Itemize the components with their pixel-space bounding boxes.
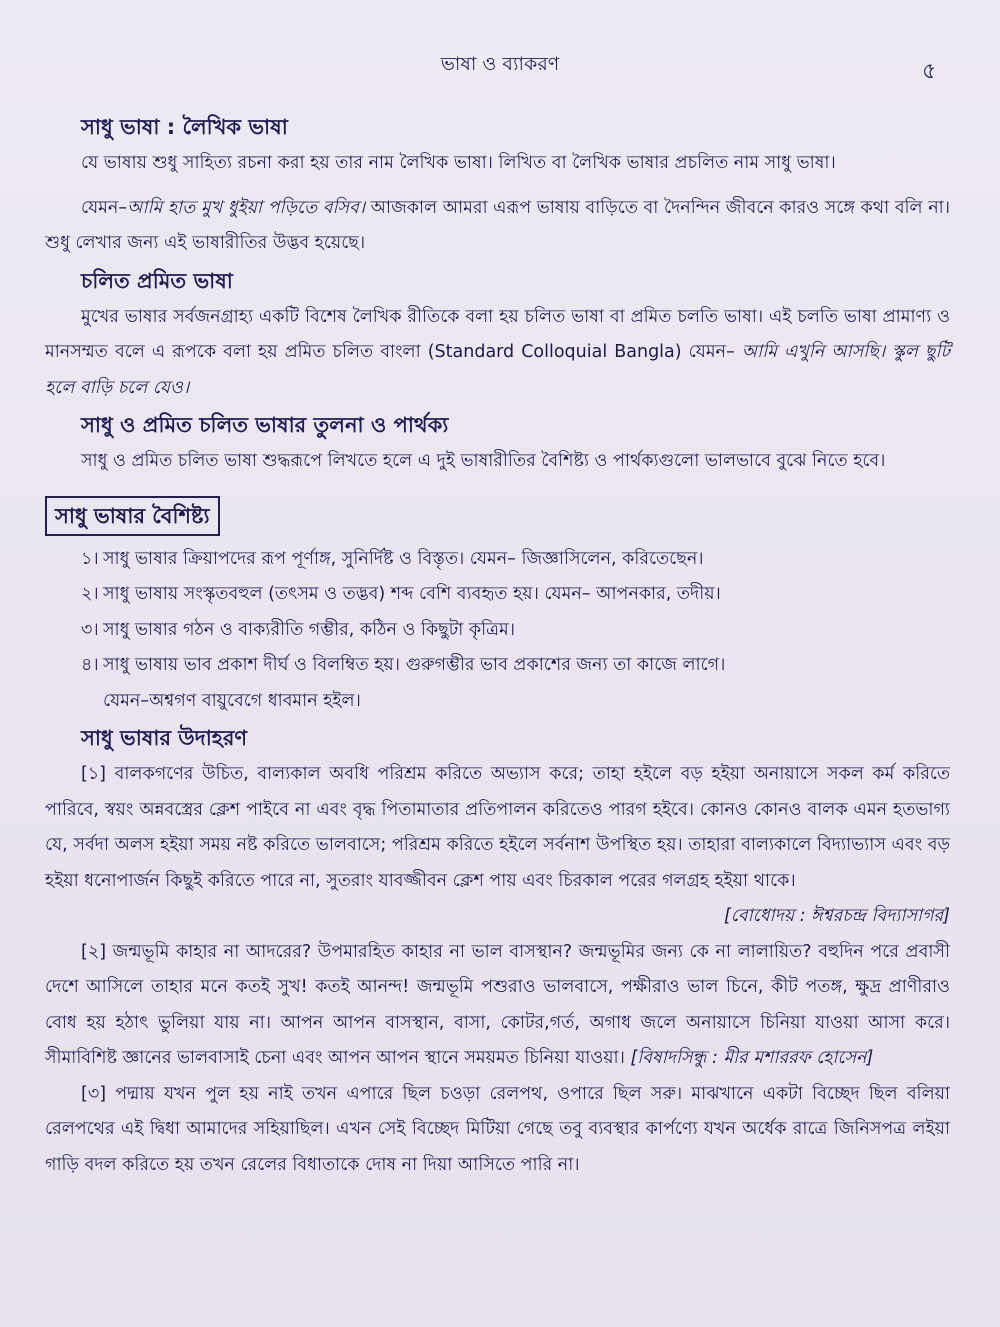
item-4-continuation: যেমন–অশ্বগণ বায়ুবেগে ধাবমান হইল।	[103, 690, 361, 711]
item-text: সাধু ভাষার গঠন ও বাক্যরীতি গম্ভীর, কঠিন ও কিছুটা কৃত্রিম।	[103, 619, 515, 640]
example-paragraph-2	[45, 935, 950, 1077]
paragraph-sadhu-definition: যে ভাষায় শুধু সাহিত্য রচনা করা হয় তার নাম লৈখিক ভাষা। লিখিত বা লৈখিক ভাষার প্রচলিত নাম সাধু ভাষা।	[81, 153, 836, 173]
example-lead: যেমন–	[81, 197, 128, 218]
source-citation-1: [বোধোদয় : ঈশ্বরচন্দ্র বিদ্যাসাগর]	[723, 906, 950, 926]
item-text: সাধু ভাষার ক্রিয়াপদের রূপ পূর্ণাঙ্গ, সুনির্দিষ্ট ও বিস্তৃত। যেমন– জিজ্ঞাসিলেন, করিতেছেন।	[103, 548, 704, 569]
item-number: ৩।	[81, 619, 99, 640]
section-heading-comparison: সাধু ও প্রমিত চলিত ভাষার তুলনা ও পার্থক্য	[81, 413, 449, 437]
features-list	[45, 542, 950, 684]
item-number: ৪।	[81, 655, 99, 675]
page-body	[45, 108, 950, 1183]
section-heading-cholito: চলিত প্রমিত ভাষা	[81, 268, 233, 293]
paragraph-text: [২] জন্মভূমি কাহার না আদরের? উপমারহিত কাহার না ভাল বাসস্থান? জন্মভূমির জন্য কে না লালায়িত? বহুদিন পরে প্রবাসী দেশে আসিলে তাহার মনে কতই সুখ! কতই আনন্দ! জন্মভূমি পশুরাও ভালবাসে, পক্ষীরাও ভাল চিনে, কীট পতঙ্গ, ক্ষুদ্র প্রাণীরাও বোধ হয় হঠাৎ ভুলিয়া যায় না। আপন আপন বাসস্থান, বাসা, কোটর,গর্ত, অগাধ জলে অনায়াসে চিনিয়া যাওয়া আসা করে। সীমাবিশিষ্ট জ্ঞানের ভালবাসাই চেনা এবং আপন আপন স্থানে সময়মত চিনিয়া যাওয়া।	[45, 941, 950, 1068]
item-number: ২।	[81, 584, 99, 604]
example-paragraph-1: [১] বালকগণের উচিত, বাল্যকাল অবধি পরিশ্রম করিতে অভ্যাস করে; তাহা হইলে বড় হইয়া অনায়াসে সকল কর্ম করিতে পারিবে, স্বয়ং অন্নবস্ত্রের ক্লেশ পাইবে না এবং বৃদ্ধ পিতামাতার প্রতিপালন করিতেও পারগ হইবে। কোনও কোনও বালক এমন হতভাগ্য যে, সর্বদা অলস হইয়া সময় নষ্ট করিতে ভালবাসে; পরিশ্রম করিতে হইলে সর্বনাশ উপস্থিত হয়। তাহারা বাল্যকালে বিদ্যাভ্যাস এবং বড় হইয়া ধনোপার্জন কিছুই করিতে পারে না, সুতরাং যাবজ্জীবন ক্লেশ পায় এবং চিরকাল পরের গলগ্রহ হইয়া থাকে।	[45, 764, 950, 891]
section-heading-examples: সাধু ভাষার উদাহরণ	[81, 726, 248, 750]
features-box-title: সাধু ভাষার বৈশিষ্ট্য	[45, 496, 220, 536]
paragraph-sadhu-example	[45, 191, 950, 262]
list-item	[81, 577, 950, 613]
item-number: ১।	[81, 548, 99, 569]
paragraph-comparison: সাধু ও প্রমিত চলিত ভাষা শুদ্ধরূপে লিখতে হলে এ দুই ভাষারীতির বৈশিষ্ট্য ও পার্থক্যগুলো ভালভাবে বুঝে নিতে হবে।	[81, 451, 886, 471]
item-text: সাধু ভাষায় সংস্কৃতবহুল (তৎসম ও তদ্ভব) শব্দ বেশি ব্যবহৃত হয়। যেমন– আপনকার, তদীয়।	[103, 584, 721, 604]
list-item	[81, 648, 950, 684]
paragraph-text: মুখের ভাষার সর্বজনগ্রাহ্য একটি বিশেষ লৈখিক রীতিকে বলা হয় চলিত ভাষা বা প্রমিত চলতি ভাষা। এই চলতি ভাষা প্রামাণ্য ও মানসম্মত বলে এ রূপকে বলা হয় প্রমিত চলিত বাংলা (Standard Colloquial Bangla) যেমন–	[45, 306, 950, 362]
item-text: সাধু ভাষায় ভাব প্রকাশ দীর্ঘ ও বিলম্বিত হয়। গুরুগম্ভীর ভাব প্রকাশের জন্য তা কাজে লাগে।	[103, 655, 726, 675]
paragraph-text: আজকাল আমরা এরূপ ভাষায় বাড়িতে বা দৈনন্দিন জীবনে কারও সঙ্গে কথা বলি না। শুধু লেখার জন্য এই ভাষারীতির উদ্ভব হয়েছে।	[45, 197, 950, 253]
example-paragraph-3: [৩] পদ্মায় যখন পুল হয় নাই তখন এপারে ছিল চওড়া রেলপথ, ওপারে ছিল সরু। মাঝখানে একটা বিচ্ছেদ ছিল বলিয়া রেলপথের এই দ্বিধা আমাদের সহিয়াছিল। এখন সেই বিচ্ছেদ মিটিয়া গেছে তবু ব্যবস্থার কার্পণ্যে যখন অর্ধেক রাত্রে জিনিসপত্র লইয়া গাড়ি বদল করিতে হয় তখন রেলের বিধাতাকে দোষ না দিয়া আসিতে পারি না।	[45, 1083, 950, 1175]
running-title: ভাষা ও ব্যাকরণ	[440, 53, 560, 75]
example-sentence: আমি হাত মুখ ধুইয়া পড়িতে বসিব।	[127, 197, 366, 218]
source-citation-2: [বিষাদসিন্ধু : মীর মশাররফ হোসেন]	[630, 1048, 874, 1068]
list-item	[81, 542, 950, 578]
section-heading-sadhu: সাধু ভাষা : লৈখিক ভাষা	[81, 115, 288, 139]
list-item	[81, 613, 950, 649]
example-sentence: আমি এখুনি আসছি। স্কুল ছুটি হলে বাড়ি চলে যেও।	[45, 342, 951, 398]
page-number: ৫	[922, 59, 937, 84]
paragraph-cholito	[45, 300, 950, 407]
